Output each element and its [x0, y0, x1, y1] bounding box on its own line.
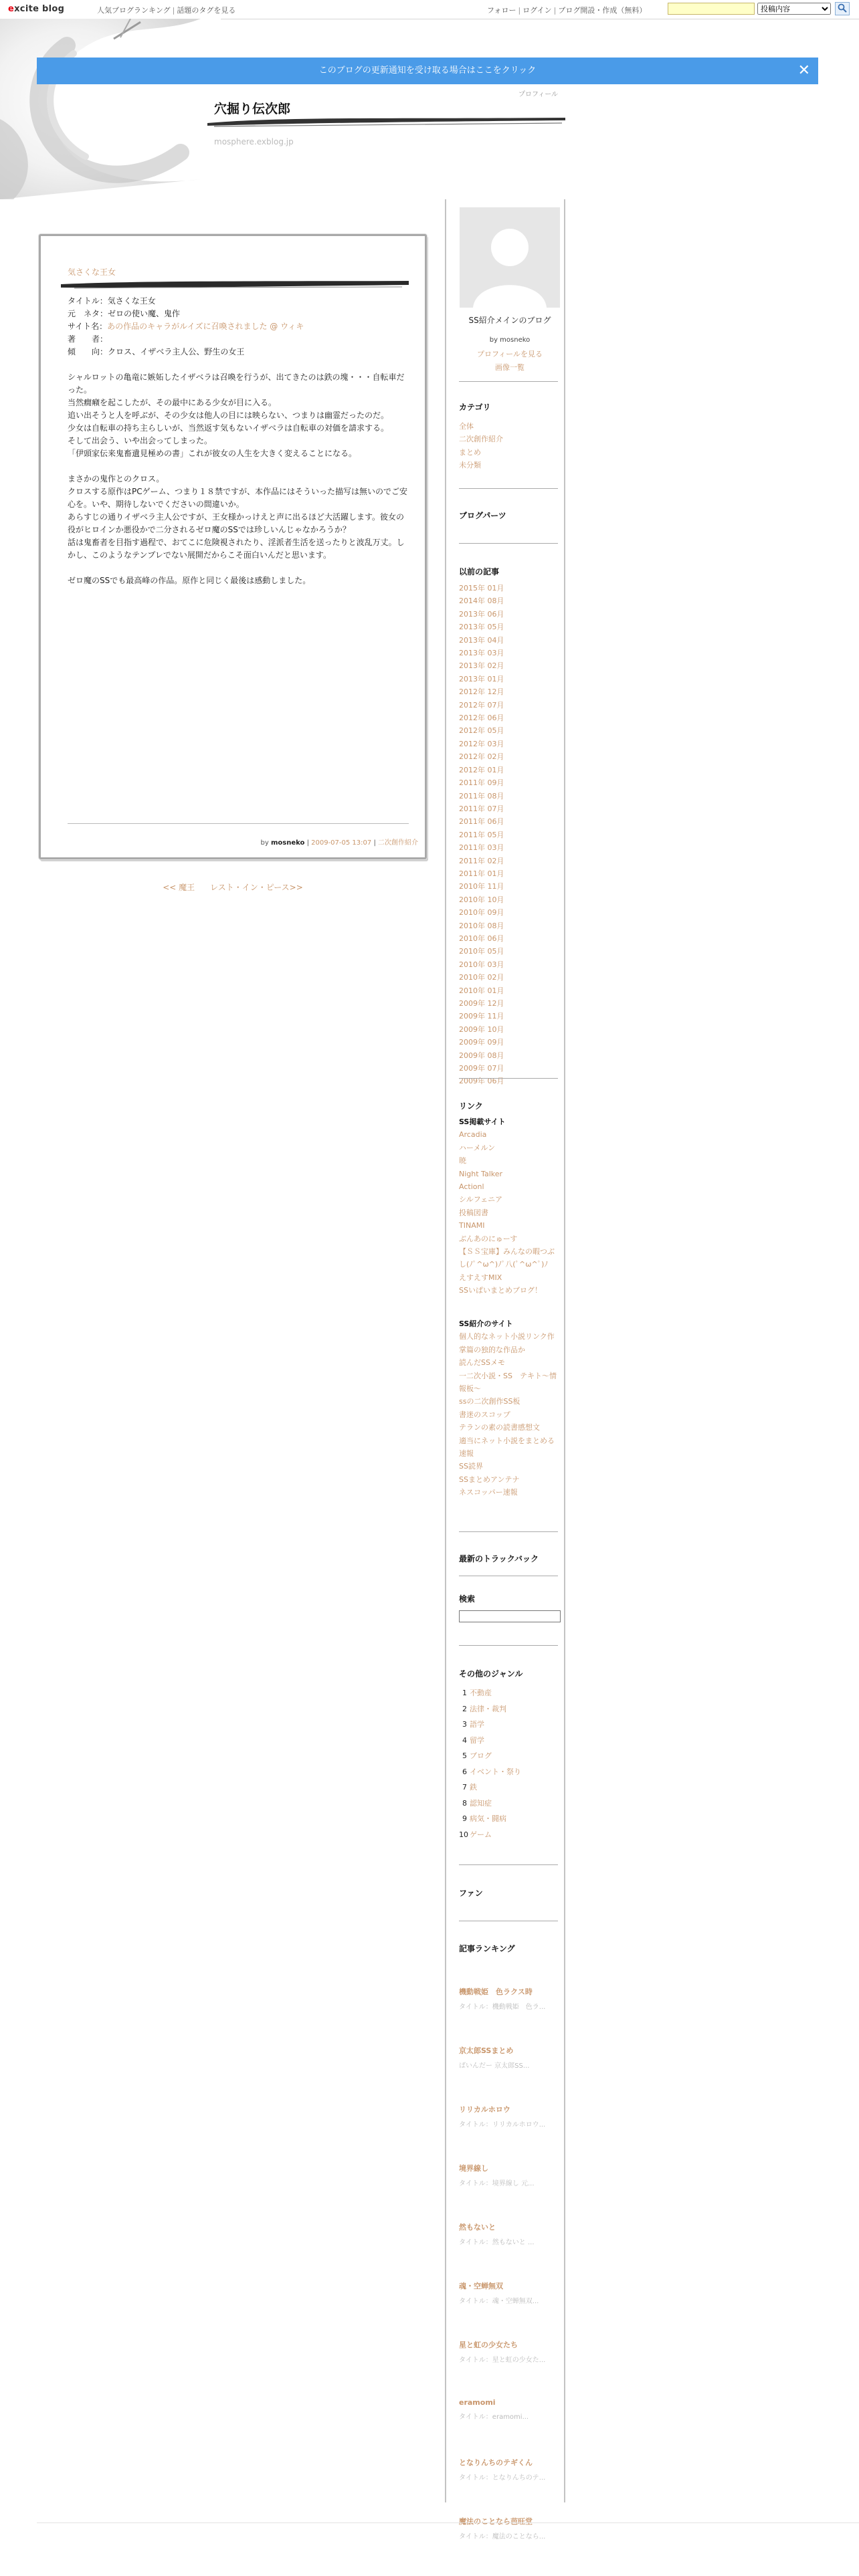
- meta-key: サイト名：: [68, 322, 108, 331]
- archive-month-link[interactable]: 2011年 09月: [459, 778, 504, 788]
- post-meta-line: [68, 333, 409, 346]
- archive-month-link[interactable]: 2011年 08月: [459, 791, 504, 800]
- prev-post-link[interactable]: << 魔王: [163, 883, 195, 892]
- meta-key: タイトル：: [68, 296, 108, 306]
- ranking-title-link[interactable]: 魔法のことなら芭旺堂: [459, 2517, 533, 2526]
- sidebar-search-input[interactable]: [459, 1610, 561, 1622]
- genre-link[interactable]: 認知症: [470, 1798, 492, 1808]
- genre-rank: 9: [462, 1814, 467, 1823]
- ss-site-link[interactable]: Arcadia: [459, 1130, 487, 1140]
- blog-parts-heading: ブログパーツ: [459, 511, 506, 520]
- blog-url: mosphere.exblog.jp: [214, 137, 294, 146]
- ss-site-link[interactable]: 【ＳＳ宝庫】みんなの暇つぶし(ﾉﾟ^ω^)ﾉﾟ八(ﾟ^ω^ﾟ)ﾉ: [459, 1247, 555, 1269]
- archive-month-link[interactable]: 2012年 05月: [459, 726, 504, 736]
- synopsis-line: シャルロットの亀竜に嫉妬したイザベラは召喚を行うが、出てきたのは鉄の塊・・・自転車だった。: [68, 372, 405, 395]
- search-button[interactable]: [835, 2, 850, 15]
- genre-item: [459, 1764, 561, 1780]
- ranking-heading: 記事ランキング: [459, 1944, 515, 1953]
- archive-month-link[interactable]: 2012年 12月: [459, 687, 504, 697]
- archive-month-link[interactable]: 2013年 01月: [459, 674, 504, 683]
- genre-item: [459, 1796, 561, 1812]
- next-post-link[interactable]: レスト・イン・ピース>>: [210, 883, 303, 892]
- magnifier-icon: [838, 3, 847, 13]
- top-links: [97, 5, 235, 15]
- ink-wash-header-art: [0, 19, 221, 199]
- meta-key: 元 ネタ：: [68, 309, 108, 318]
- synopsis-line: 少女は自転車の持ち主らしいが、当然返す気もないイザベラは自転車の対価を請求する。: [68, 423, 389, 433]
- post-divider: [68, 823, 409, 824]
- sidebar-blog-name: SS紹介メインのブログ: [468, 316, 551, 325]
- trackback-heading: 最新のトラックバック: [459, 1554, 539, 1564]
- genre-item: [459, 1827, 561, 1843]
- post-meta-line: [68, 346, 409, 358]
- post-author: mosneko: [270, 839, 305, 847]
- archive-month-link[interactable]: 2012年 02月: [459, 752, 504, 762]
- ranking-title-link[interactable]: 京太郎SSまとめ: [459, 2046, 514, 2055]
- category-uncategorized-link[interactable]: 未分類: [459, 461, 481, 470]
- ss-intro-site-link[interactable]: 適当にネット小説をまとめる速報: [459, 1436, 555, 1459]
- archive-month-link[interactable]: 2009年 09月: [459, 1038, 504, 1047]
- meta-value: ゼロの使い魔、鬼作: [108, 309, 181, 318]
- spacer: [68, 460, 409, 473]
- category-heading: カテゴリ: [459, 403, 491, 412]
- genre-item: [459, 1780, 561, 1796]
- ss-sites-list: [459, 1128, 561, 1297]
- archive-month-link[interactable]: 2012年 06月: [459, 714, 504, 723]
- login-link[interactable]: ログイン: [522, 6, 552, 15]
- ranking-title-link[interactable]: 星と虹の少女たち: [459, 2341, 518, 2349]
- ranking-item: [459, 2516, 561, 2541]
- genre-rank: 2: [462, 1704, 467, 1713]
- sidebar-divider: [459, 1864, 558, 1865]
- archive-month-link[interactable]: 2014年 08月: [459, 597, 504, 606]
- banner-text: このブログの更新通知を受け取る場合はここをクリック: [318, 66, 537, 76]
- ranking-excerpt: タイトル：境界線し 元...: [459, 2180, 535, 2187]
- divider: |: [553, 6, 557, 15]
- genre-link[interactable]: イベント・祭り: [470, 1767, 521, 1776]
- review-line: あらすじの通りイザベラ主人公ですが、王女様かっけえと声に出るほど大活躍します。彼女の役がヒロインか悪役かで二分されるゼロ魔のSSでは珍しいんじゃなかろうか？: [68, 512, 405, 534]
- ss-intro-block: [459, 1317, 561, 1499]
- archive-month-link[interactable]: 2010年 06月: [459, 934, 504, 943]
- links-heading: リンク: [459, 1101, 483, 1111]
- post-body: [68, 295, 409, 587]
- divider: |: [518, 6, 521, 15]
- genre-item: [459, 1701, 561, 1717]
- meta-key: 著 者：: [68, 334, 108, 344]
- synopsis-line: そして出会う、いや出会ってしまった。: [68, 436, 213, 445]
- archive-month-link[interactable]: 2010年 01月: [459, 986, 504, 995]
- trending-tags-link[interactable]: 話題のタグを見る: [177, 6, 236, 15]
- ranking-item: [459, 2457, 561, 2482]
- genre-link[interactable]: 語学: [470, 1720, 484, 1729]
- by-label: by: [260, 839, 269, 847]
- header-brush-stroke: [207, 115, 565, 130]
- ranking-title-link[interactable]: となりんちのテギくん: [459, 2458, 533, 2467]
- user-avatar-icon[interactable]: [460, 207, 560, 308]
- genre-item: [459, 1733, 561, 1749]
- post-footer: [261, 837, 418, 847]
- ranking-excerpt: タイトル：リリカルホロウ...: [459, 2121, 546, 2129]
- ranking-item: [459, 2104, 561, 2129]
- archive-month-link[interactable]: 2011年 02月: [459, 856, 504, 865]
- ss-intro-site-link[interactable]: 掌篇の独的な作品か: [459, 1345, 525, 1354]
- divider: |: [172, 6, 175, 15]
- category-fanfic-link[interactable]: 二次創作紹介: [459, 435, 503, 444]
- divider: |: [373, 839, 376, 847]
- ranking-item: [459, 2045, 561, 2070]
- ss-site-link[interactable]: えすえすMIX: [459, 1273, 502, 1282]
- archive-month-link[interactable]: 2010年 02月: [459, 973, 504, 982]
- spacer: [68, 562, 409, 574]
- meta-key: 傾 向：: [68, 347, 108, 356]
- archive-month-link[interactable]: 2011年 01月: [459, 869, 504, 878]
- review-line: クロスする原作はPCゲーム、つまり１８禁ですが、本作品にはそういった描写は無いのでご安心を。いや、期待しないでくださいの間違いか。: [68, 487, 407, 509]
- genre-item: [459, 1748, 561, 1764]
- genre-rank: 3: [462, 1720, 467, 1729]
- synopsis-line: 追い出そうと人を呼ぶが、その少女は他人の目には映らない、つまりは幽霊だったのだ。: [68, 411, 389, 420]
- archive-month-link[interactable]: 2011年 05月: [459, 830, 504, 839]
- ss-sites-heading: SS掲載サイト: [459, 1117, 506, 1126]
- ranking-excerpt: タイトル：星と虹の少女た...: [459, 2357, 546, 2364]
- genre-link[interactable]: 留学: [470, 1735, 484, 1745]
- ranking-item: [459, 2398, 561, 2421]
- ss-site-link[interactable]: Actionl: [459, 1182, 484, 1192]
- ss-intro-site-link[interactable]: ssの二次創作SS板: [459, 1397, 520, 1406]
- ranking-item: [459, 2222, 561, 2246]
- title-brush-stroke: [61, 278, 409, 291]
- ss-site-link[interactable]: ぶんあのにゅーす: [459, 1234, 518, 1243]
- genre-link[interactable]: 病気・闘病: [470, 1814, 506, 1823]
- archive-month-link[interactable]: 2009年 06月: [459, 1077, 504, 1086]
- genre-heading: その他のジャンル: [459, 1669, 523, 1679]
- genre-item: [459, 1685, 561, 1701]
- archive-month-link[interactable]: 2015年 01月: [459, 584, 504, 593]
- ss-intro-site-link[interactable]: 書迷のスコップ: [459, 1410, 510, 1419]
- archive-month-link[interactable]: 2012年 07月: [459, 700, 504, 710]
- ranking-title-link[interactable]: 魂・空蝉無双: [459, 2282, 503, 2290]
- sidebar-divider: [459, 488, 558, 489]
- post-meta-line: [68, 308, 409, 320]
- top-navigation-bar: [0, 0, 859, 19]
- blog-title[interactable]: 穴掘り伝次郎: [214, 102, 291, 116]
- archive-month-link[interactable]: 2010年 03月: [459, 960, 504, 969]
- sidebar-divider: [459, 1078, 558, 1079]
- archive-month-link[interactable]: 2012年 01月: [459, 765, 504, 774]
- archive-month-link[interactable]: 2013年 02月: [459, 661, 504, 671]
- header-profile-link[interactable]: プロフィール: [518, 91, 558, 98]
- sidebar-divider: [459, 381, 558, 382]
- meta-value: 気さくな王女: [107, 296, 156, 306]
- genre-rank: 5: [462, 1751, 467, 1760]
- ranking-excerpt: タイトル：機動戦姫 色ラ...: [459, 2004, 546, 2011]
- ranking-title-link[interactable]: 境界線し: [459, 2164, 488, 2173]
- archive-month-link[interactable]: 2010年 08月: [459, 921, 504, 930]
- archive-month-link[interactable]: 2010年 10月: [459, 895, 504, 904]
- genre-item: [459, 1717, 561, 1733]
- genre-rank: 10: [459, 1830, 468, 1839]
- ss-intro-site-link[interactable]: テランの素の読書感想文: [459, 1423, 540, 1432]
- genre-link[interactable]: ブログ: [470, 1751, 492, 1760]
- follow-link[interactable]: フォロー: [487, 6, 516, 15]
- archive-month-link[interactable]: 2009年 07月: [459, 1064, 504, 1073]
- ranking-excerpt: タイトル：魂・空蝉無双...: [459, 2298, 539, 2305]
- ranking-excerpt: タイトル：eramomi...: [459, 2413, 529, 2421]
- genre-link[interactable]: 不動産: [470, 1689, 492, 1697]
- archive-month-link[interactable]: 2010年 09月: [459, 908, 504, 918]
- archive-month-link[interactable]: 2011年 07月: [459, 804, 504, 813]
- review-line: まさかの鬼作とのクロス。: [68, 474, 165, 484]
- archive-month-link[interactable]: 2013年 05月: [459, 623, 504, 632]
- ranking-excerpt: タイトル：魔法のことなら...: [459, 2533, 546, 2541]
- ranking-title-link[interactable]: eramomi: [459, 2398, 496, 2407]
- sidebar-divider: [459, 1531, 558, 1532]
- archive-month-link[interactable]: 2013年 03月: [459, 649, 504, 658]
- post-title[interactable]: 気さくな王女: [68, 267, 116, 277]
- archive-month-link[interactable]: 2009年 08月: [459, 1051, 504, 1060]
- ranking-title-link[interactable]: リリカルホロウ: [459, 2105, 510, 2114]
- genre-link[interactable]: 鉄: [470, 1783, 477, 1792]
- archive-month-link[interactable]: 2009年 11月: [459, 1012, 504, 1021]
- source-site-link[interactable]: あの作品のキャラがルイズに召喚されました @ ウィキ: [107, 322, 304, 331]
- genre-item: [459, 1811, 561, 1827]
- ss-intro-site-link[interactable]: 個人的なネット小説リンク作: [459, 1332, 555, 1341]
- ss-intro-heading: SS紹介のサイト: [459, 1319, 513, 1328]
- verdict-line: ゼロ魔のSSでも最高峰の作品。原作と同じく最後は感動しました。: [68, 576, 311, 585]
- excite-blog-logo[interactable]: excite blog: [8, 4, 65, 14]
- genre-rank: 6: [462, 1767, 467, 1776]
- genre-rank: 1: [462, 1689, 467, 1697]
- ranking-item: [459, 2280, 561, 2305]
- genre-rank: 4: [462, 1735, 467, 1745]
- image-list-link[interactable]: 画像一覧: [495, 363, 524, 372]
- genre-link[interactable]: 法律・裁判: [470, 1704, 506, 1713]
- ranking-excerpt: タイトル：然もないと ...: [459, 2239, 535, 2246]
- synopsis-line: 当然癇癪を起こしたが、その最中にある少女が目に入る。: [68, 398, 277, 407]
- archive-month-link[interactable]: 2012年 03月: [459, 739, 504, 748]
- blog-post: [39, 234, 427, 859]
- ranking-excerpt: タイトル：となりんちのテ...: [459, 2474, 546, 2482]
- divider: |: [306, 839, 309, 847]
- view-profile-link[interactable]: プロフィールを見る: [477, 350, 543, 358]
- ranking-item: [459, 2163, 561, 2187]
- archive-month-link[interactable]: 2013年 04月: [459, 635, 504, 645]
- sidebar-divider: [459, 543, 558, 544]
- spacer: [68, 358, 409, 371]
- ss-site-link[interactable]: シルフェニア: [459, 1195, 503, 1204]
- ranking-excerpt: ばいんだー 京太郎SS...: [459, 2062, 530, 2070]
- synopsis-line: 「伊頭家伝来鬼畜遺見極めの書」これが彼女の人生を大きく変えることになる。: [68, 449, 357, 458]
- category-summary-link[interactable]: まとめ: [459, 447, 481, 457]
- archive-month-link[interactable]: 2011年 06月: [459, 817, 504, 827]
- archive-month-link[interactable]: 2009年 10月: [459, 1025, 504, 1034]
- meta-value: クロス、イザベラ主人公、野生の女王: [108, 347, 245, 356]
- post-category-link[interactable]: 二次創作紹介: [378, 839, 418, 847]
- ss-sites-block: [459, 1115, 561, 1297]
- archive-list: [459, 582, 561, 1088]
- search-scope-select[interactable]: [757, 3, 831, 15]
- category-all-link[interactable]: 全体: [459, 422, 474, 431]
- ranking-item: [459, 2339, 561, 2364]
- genre-list: [459, 1685, 561, 1842]
- ss-intro-site-link[interactable]: SS読界: [459, 1462, 483, 1471]
- ranking-title-link[interactable]: 然もないと: [459, 2223, 496, 2232]
- genre-rank: 7: [462, 1783, 467, 1792]
- avatar-silhouette: [460, 207, 560, 308]
- create-blog-link[interactable]: ブログ開設・作成（無料）: [558, 6, 647, 15]
- archive-heading: 以前の記事: [459, 567, 500, 576]
- ss-site-link[interactable]: 投稿図書: [459, 1208, 488, 1217]
- fan-heading: ファン: [459, 1889, 483, 1898]
- ss-intro-site-link[interactable]: ネスコッパー速報: [459, 1488, 518, 1497]
- archive-month-link[interactable]: 2010年 05月: [459, 947, 504, 956]
- category-list: [459, 420, 561, 472]
- sidebar-author: by mosneko: [489, 336, 531, 344]
- archive-month-link[interactable]: 2011年 03月: [459, 843, 504, 853]
- ss-site-link[interactable]: 暁: [459, 1156, 466, 1166]
- ss-intro-site-link[interactable]: 一二次小説・SS テキト～情報板～: [459, 1371, 557, 1394]
- follow-notification-banner[interactable]: [37, 58, 818, 84]
- user-links: [487, 5, 646, 15]
- ranking-item: [459, 1986, 561, 2011]
- archive-month-link[interactable]: 2013年 06月: [459, 609, 504, 619]
- site-search-input[interactable]: [668, 3, 755, 15]
- ranking-title-link[interactable]: 機動戦姫 色ラクス時: [459, 1988, 533, 1996]
- ss-site-link[interactable]: SSいぱいまとめブログ！: [459, 1286, 542, 1295]
- profile-links: [459, 348, 561, 374]
- archive-month-link[interactable]: 2010年 11月: [459, 882, 504, 891]
- sidebar-divider: [459, 1645, 558, 1646]
- ss-site-link[interactable]: TINAMI: [459, 1221, 485, 1230]
- archive-month-link[interactable]: 2009年 12月: [459, 999, 504, 1008]
- post-permalink-date[interactable]: 2009-07-05 13:07: [311, 839, 372, 847]
- ss-site-link[interactable]: Night Talker: [459, 1169, 503, 1178]
- post-meta-line: [68, 320, 409, 333]
- ss-intro-site-link[interactable]: SSまとめアンテナ: [459, 1475, 520, 1484]
- popular-ranking-link[interactable]: 人気ブログランキング: [97, 6, 171, 15]
- post-meta-line: [68, 295, 409, 308]
- post-pager: [39, 881, 427, 893]
- ss-intro-site-link[interactable]: 読んだSSメモ: [459, 1358, 505, 1368]
- close-icon[interactable]: ✕: [797, 62, 810, 79]
- genre-link[interactable]: ゲーム: [470, 1830, 492, 1839]
- ss-intro-list: [459, 1330, 561, 1499]
- genre-rank: 8: [462, 1798, 467, 1808]
- search-heading: 検索: [459, 1594, 476, 1604]
- review-line: 話は鬼畜者を目指す過程で、おてこに危険視されたり、淫派者生活を送ったりと波乱万丈。しかし、このようなテンプレでない展開だからこそ面白いんだと思います。: [68, 538, 405, 560]
- ss-site-link[interactable]: ハーメルン: [459, 1143, 496, 1152]
